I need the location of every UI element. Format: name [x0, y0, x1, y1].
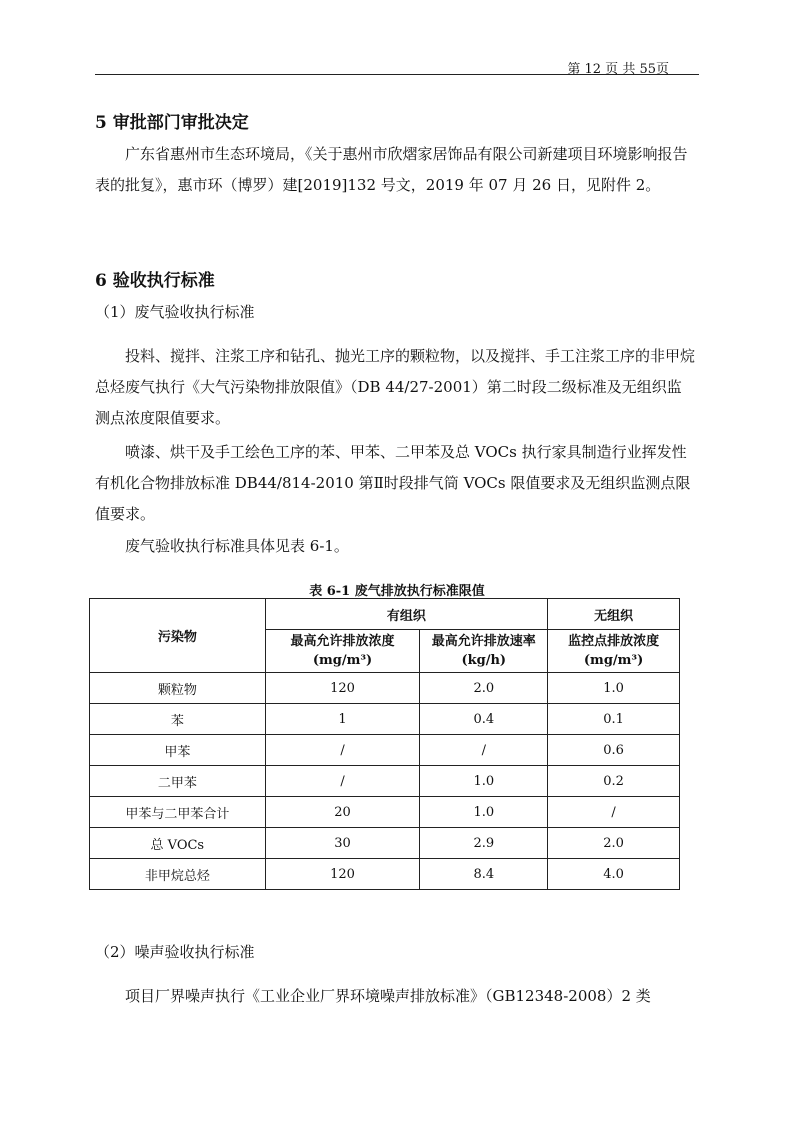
- cell-pollutant: 二甲苯: [90, 766, 266, 797]
- subsection-noise-title: （2）噪声验收执行标准: [95, 943, 255, 961]
- cell-concentration: /: [265, 766, 420, 797]
- header-max-concentration-label: 最高允许排放浓度: [290, 634, 395, 649]
- cell-pollutant: 总 VOCs: [90, 828, 266, 859]
- header-monitor-concentration-unit: (mg/m³): [583, 653, 644, 668]
- exhaust-standards-table: [89, 598, 680, 890]
- header-monitor-concentration: [548, 630, 680, 673]
- noise-paragraph: 项目厂界噪声执行《工业企业厂界环境噪声排放标准》（GB12348-2008）2 类: [125, 987, 651, 1005]
- header-monitor-concentration-label: 监控点排放浓度: [568, 634, 660, 649]
- cell-pollutant: 甲苯: [90, 735, 266, 766]
- cell-rate: 2.0: [420, 673, 548, 704]
- cell-rate: 1.0: [420, 797, 548, 828]
- header-max-concentration-unit: (mg/m³): [312, 653, 373, 668]
- cell-monitor: 1.0: [548, 673, 680, 704]
- section-5-paragraph: 广东省惠州市生态环境局，《关于惠州市欣熠家居饰品有限公司新建项目环境影响报告表的批复》，惠市环（博罗）建[2019]132 号文，2019 年 07 月 26 日，见附件 2。: [95, 145, 688, 194]
- table-row: [90, 797, 680, 828]
- cell-rate: 0.4: [420, 704, 548, 735]
- cell-rate: /: [420, 735, 548, 766]
- cell-monitor: 0.2: [548, 766, 680, 797]
- cell-concentration: 20: [265, 797, 420, 828]
- table-row: [90, 859, 680, 890]
- page-number: 第 12 页 共 55页: [567, 62, 669, 77]
- page-header: [95, 58, 699, 75]
- subsection-exhaust-title: （1）废气验收执行标准: [95, 303, 255, 321]
- cell-monitor: 0.1: [548, 704, 680, 735]
- cell-monitor: 0.6: [548, 735, 680, 766]
- header-pollutant: 污染物: [90, 599, 266, 673]
- cell-pollutant: 甲苯与二甲苯合计: [90, 797, 266, 828]
- section-5-title: 5 审批部门审批决定: [95, 113, 249, 133]
- cell-monitor: /: [548, 797, 680, 828]
- table-row: [90, 673, 680, 704]
- cell-concentration: 1: [265, 704, 420, 735]
- cell-concentration: 30: [265, 828, 420, 859]
- header-max-rate: [420, 630, 548, 673]
- cell-pollutant: 苯: [90, 704, 266, 735]
- cell-rate: 1.0: [420, 766, 548, 797]
- cell-rate: 8.4: [420, 859, 548, 890]
- table-row: [90, 735, 680, 766]
- cell-monitor: 4.0: [548, 859, 680, 890]
- cell-concentration: /: [265, 735, 420, 766]
- exhaust-paragraph-2: 喷漆、烘干及手工绘色工序的苯、甲苯、二甲苯及总 VOCs 执行家具制造行业挥发性有机化合物排放标准 DB44/814-2010 第Ⅱ时段排气筒 VOCs 限值要求及无组织监测点限值要求。: [95, 443, 691, 523]
- exhaust-paragraph-3: 废气验收执行标准具体见表 6-1。: [125, 537, 349, 555]
- cell-concentration: 120: [265, 673, 420, 704]
- cell-pollutant: 颗粒物: [90, 673, 266, 704]
- header-organized: 有组织: [265, 599, 548, 630]
- table-row: [90, 766, 680, 797]
- table-caption: 表 6-1 废气排放执行标准限值: [309, 584, 485, 599]
- header-unorganized: 无组织: [548, 599, 680, 630]
- cell-monitor: 2.0: [548, 828, 680, 859]
- table-row: [90, 828, 680, 859]
- exhaust-paragraph-1: 投料、搅拌、注浆工序和钻孔、抛光工序的颗粒物，以及搅拌、手工注浆工序的非甲烷总烃废气执行《大气污染物排放限值》（DB 44/27-2001）第二时段二级标准及无组织监测点浓度限值要求。: [95, 347, 696, 427]
- header-max-rate-label: 最高允许排放速率: [431, 634, 536, 649]
- cell-rate: 2.9: [420, 828, 548, 859]
- table-row: [90, 704, 680, 735]
- cell-concentration: 120: [265, 859, 420, 890]
- cell-pollutant: 非甲烷总烃: [90, 859, 266, 890]
- header-max-concentration: [265, 630, 420, 673]
- section-6-title: 6 验收执行标准: [95, 271, 215, 291]
- header-max-rate-unit: (kg/h): [461, 653, 507, 668]
